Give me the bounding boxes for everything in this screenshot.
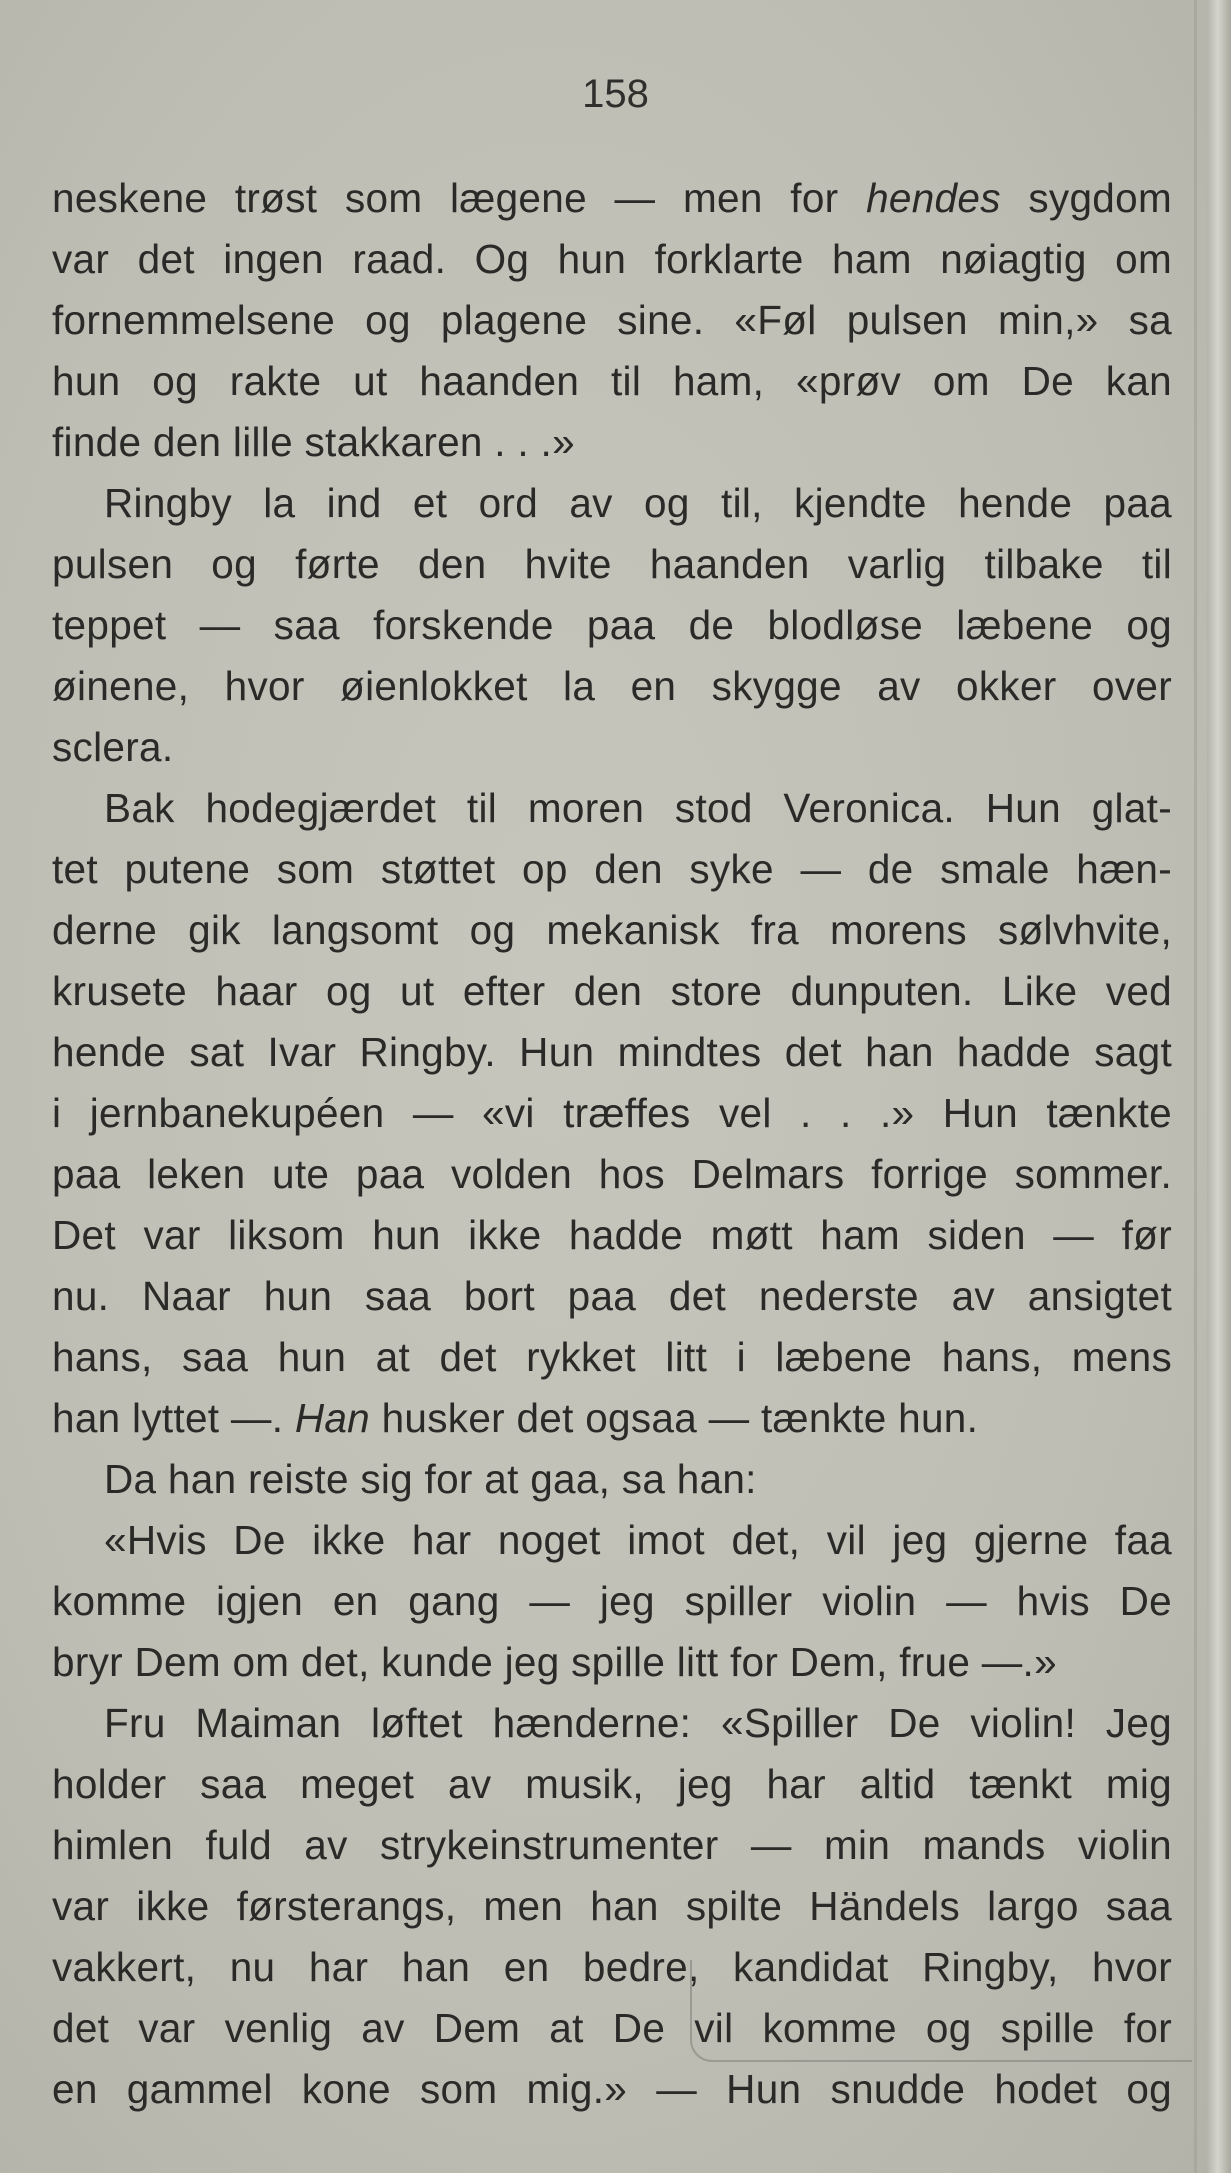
text-line: bryr Dem om det, kunde jeg spille litt for Dem, frue —.»	[52, 1639, 1057, 1685]
text-line: komme igjen en gang — jeg spiller violin — hvis De	[52, 1578, 1172, 1624]
text-line: krusete haar og ut efter den store dunputen. Like ved	[52, 968, 1172, 1014]
binding-shadow	[1194, 0, 1197, 2173]
text-line: hende sat Ivar Ringby. Hun mindtes det han hadde sagt	[52, 1029, 1172, 1075]
text-line: paa leken ute paa volden hos Delmars forrige sommer.	[52, 1151, 1172, 1197]
pencil-mark	[690, 1960, 1192, 2062]
text-line: sclera.	[52, 724, 174, 770]
text-line: holder saa meget av musik, jeg har altid tænkt mig	[52, 1761, 1172, 1807]
text-line: «Hvis De ikke har noget imot det, vil jeg gjerne faa	[104, 1517, 1172, 1563]
text-line: hun og rakte ut haanden til ham, «prøv om De kan	[52, 358, 1172, 404]
text-line: Bak hodegjærdet til moren stod Veronica. Hun glat-	[104, 785, 1172, 831]
text-line: teppet — saa forskende paa de blodløse læbene og	[52, 602, 1172, 648]
text-line: var ikke førsterangs, men han spilte Händels largo saa	[52, 1883, 1172, 1929]
text-line: Da han reiste sig for at gaa, sa han:	[104, 1456, 757, 1502]
text-line: nu. Naar hun saa bort paa det nederste av ansigtet	[52, 1273, 1172, 1319]
text-line: øinene, hvor øienlokket la en skygge av okker over	[52, 663, 1172, 709]
text-line: derne gik langsomt og mekanisk fra morens sølvhvite,	[52, 907, 1172, 953]
emphasis: Han	[294, 1395, 371, 1441]
text-line: Ringby la ind et ord av og til, kjendte hende paa	[104, 480, 1172, 526]
text-line: vakkert, nu har han en bedre, kandidat Ringby, hvor	[52, 1944, 1172, 1990]
text-line: han lyttet —. Han husker det ogsaa — tænkte hun.	[52, 1395, 979, 1441]
text-line: i jernbanekupéen — «vi træffes vel . . .» Hun tænkte	[52, 1090, 1172, 1136]
text-line: en gammel kone som mig.» — Hun snudde hodet og	[52, 2066, 1172, 2112]
text-line: Fru Maiman løftet hænderne: «Spiller De violin! Jeg	[104, 1700, 1172, 1746]
text-line: himlen fuld av strykeinstrumenter — min mands violin	[52, 1822, 1172, 1868]
page-edge	[1207, 0, 1231, 2173]
emphasis: hendes	[866, 175, 1001, 221]
text-line: var det ingen raad. Og hun forklarte ham nøiagtig om	[52, 236, 1172, 282]
text-line: hans, saa hun at det rykket litt i læbene hans, mens	[52, 1334, 1172, 1380]
text-line: pulsen og førte den hvite haanden varlig tilbake til	[52, 541, 1172, 587]
text-line: neskene trøst som lægene — men for hendes sygdom	[52, 175, 1172, 221]
text-line: finde den lille stakkaren . . .»	[52, 419, 575, 465]
text-line: tet putene som støttet op den syke — de smale hæn-	[52, 846, 1172, 892]
page-number: 158	[582, 72, 649, 116]
text-line: det var venlig av Dem at De vil komme og spille for	[52, 2005, 1172, 2051]
text-line: Det var liksom hun ikke hadde møtt ham siden — før	[52, 1212, 1172, 1258]
text-line: fornemmelsene og plagene sine. «Føl pulsen min,» sa	[52, 297, 1172, 343]
body-text	[52, 168, 1172, 2120]
